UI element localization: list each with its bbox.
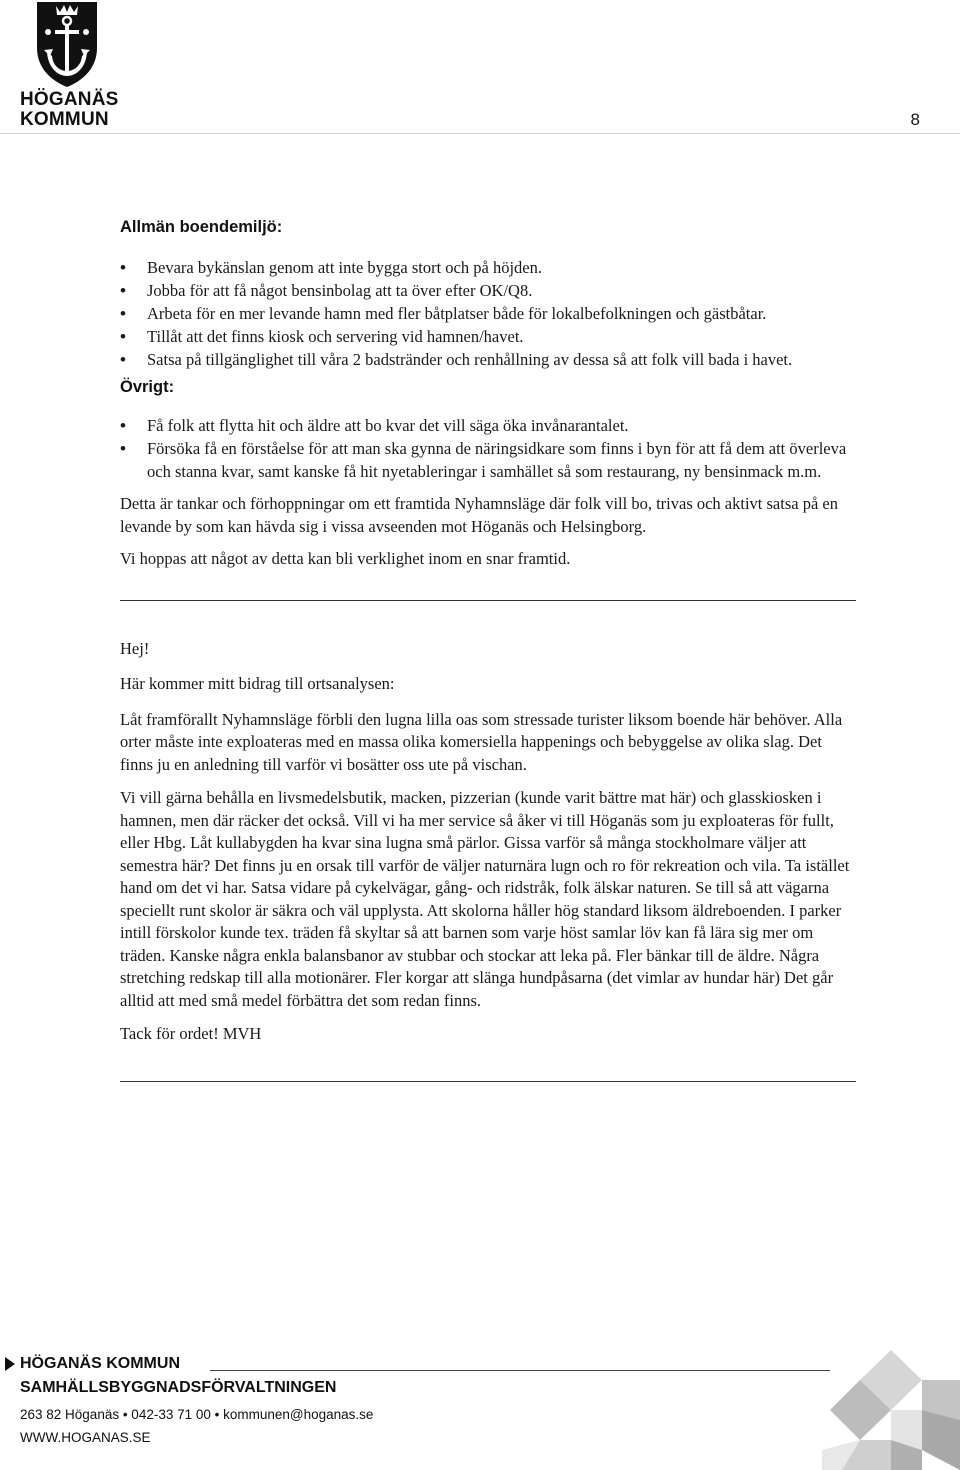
letter-intro: Här kommer mitt bidrag till ortsanalysen: xyxy=(120,674,395,693)
bullet-list-allman xyxy=(120,256,856,371)
document-body xyxy=(120,218,856,1082)
list-item: • Bevara bykänslan genom att inte bygga stort och på höjden. xyxy=(120,256,856,279)
list-item: • Försöka få en förståelse för att man ska gynna de näringsidkare som finns i byn för att få dem att överleva och stanna kvar, samt kanske få hit nyetableringar i samhället så som restaurang, ny bensinmack m.m. xyxy=(120,437,856,483)
logo-line-2: KOMMUN xyxy=(20,109,109,130)
page-number: 8 xyxy=(910,110,920,129)
page-footer xyxy=(0,1350,960,1470)
footer-org-name: HÖGANÄS KOMMUN xyxy=(20,1355,180,1372)
list-item: • Tillåt att det finns kiosk och servering vid hamnen/havet. xyxy=(120,325,856,348)
paragraph-detta: Detta är tankar och förhoppningar om ett framtida Nyhamnsläge där folk vill bo, trivas och aktivt satsa på en levande by som kan hävda sig i vissa avseenden mot Höganäs och Helsingborg. xyxy=(120,494,838,536)
letter-greeting: Hej! xyxy=(120,638,150,658)
triangle-pattern-icon xyxy=(822,1350,960,1470)
paragraph-vi-hoppas: Vi hoppas att något av detta kan bli verklighet inom en snar framtid. xyxy=(120,549,571,568)
section-divider xyxy=(120,1081,856,1082)
anchor-shield-icon xyxy=(34,0,100,88)
letter-paragraph-2: Vi vill gärna behålla en livsmedelsbutik, macken, pizzerian (kunde varit bättre mat här) och glasskiosken i hamnen, men där räcker det också. Vill vi ha mer service så åker vi till Höganäs som ju exploateras för fullt, eller Hbg. Låt kullabygden ha kvar sina lugna små pärlor. Gissa varför så många stockholmare väljer att semestra här? Det finns ju en orsak till varför de väljer naturnära lugn och ro för rekreation och vila. Ta istället hand om det vi har. Satsa vidare på cykelvägar, gång- och ridstråk, folk älskar naturen. Se till så att vägarna speciellt runt skolor är säkra och väl upplysta. Att skolorna håller hög standard liksom äldreboenden. I parker intill förskolor kunde tex. träden få skyltar så att barnen som varje höst samlar löv kan få lära sig mer om träden. Kanske några enkla balansbanor av stubbar och stockar att leka på. Fler bänkar till de äldre. Några stretching redskap till alla motionärer. Fler korgar att slänga hundpåsarna (det vimlar av hundar här) Det går alltid att med små medel förbättra det som redan finns. xyxy=(120,788,850,1010)
footer-contact: 263 82 Höganäs • 042-33 71 00 • kommunen@hoganas.se xyxy=(20,1407,374,1422)
section-heading-ovrigt: Övrigt: xyxy=(120,378,175,396)
municipality-logo xyxy=(18,0,118,135)
header-divider xyxy=(0,133,960,134)
letter-closing: Tack för ordet! MVH xyxy=(120,1024,262,1043)
footer-rule xyxy=(210,1370,830,1371)
list-item: • Få folk att flytta hit och äldre att bo kvar det vill säga öka invånarantalet. xyxy=(120,414,856,437)
logo-line-1: HÖGANÄS xyxy=(20,89,119,110)
list-item: • Satsa på tillgänglighet till våra 2 badstränder och renhållning av dessa så att folk vill bada i havet. xyxy=(120,348,856,371)
footer-department: SAMHÄLLSBYGGNADSFÖRVALTNINGEN xyxy=(20,1379,337,1396)
section-divider xyxy=(120,600,856,601)
logo-wordmark xyxy=(20,90,140,130)
arrow-right-icon xyxy=(4,1356,16,1372)
list-item: • Jobba för att få något bensinbolag att ta över efter OK/Q8. xyxy=(120,279,856,302)
footer-website-link[interactable]: WWW.HOGANAS.SE xyxy=(20,1430,151,1445)
section-heading-allman: Allmän boendemiljö: xyxy=(120,218,283,236)
letter-paragraph-1: Låt framförallt Nyhamnsläge förbli den lugna lilla oas som stressade turister liksom boende här behöver. Alla orter måste inte exploateras med en massa olika komersiella happenings och bebyggelse av olika slag. Det finns ju en anledning till varför vi bosätter oss ute på vischan. xyxy=(120,709,843,774)
bullet-list-ovrigt xyxy=(120,414,856,483)
list-item: • Arbeta för en mer levande hamn med fler båtplatser både för lokalbefolkningen och gästbåtar. xyxy=(120,302,856,325)
